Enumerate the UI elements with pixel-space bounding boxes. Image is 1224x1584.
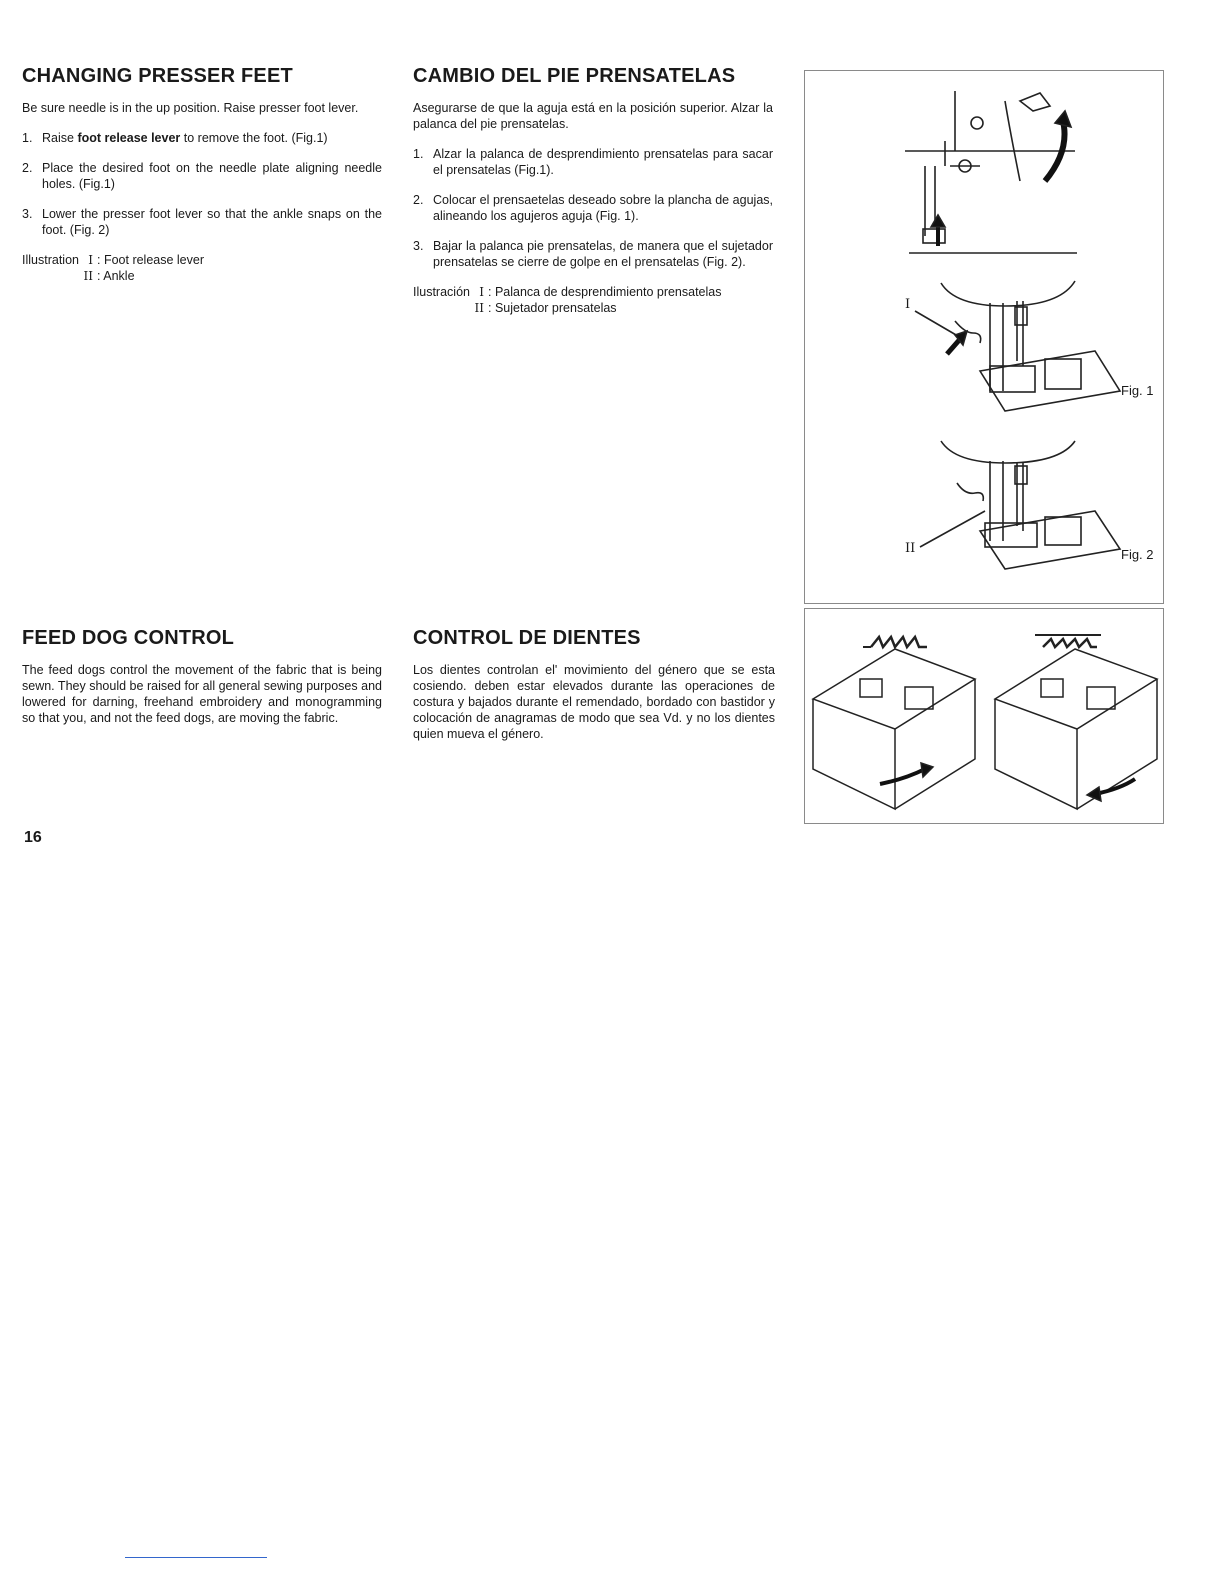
legend-item-text: Sujetador prensatelas [494, 301, 617, 315]
step-text: Raise [42, 131, 78, 145]
illustration-label: Illustration [22, 253, 79, 267]
step-text: Place the desired foot on the needle plate aligning needle holes. (Fig.1) [42, 161, 382, 191]
step-number: 1. [22, 131, 33, 145]
fig1-label: Fig. 1 [1121, 383, 1154, 398]
intro-paragraph: Be sure needle is in the up position. Raise presser foot lever. [22, 101, 359, 115]
fig2-label: Fig. 2 [1121, 547, 1154, 562]
step-number: 3. [413, 239, 424, 253]
step-text: Alzar la palanca de desprendimiento prensatelas para sacar el prensatelas (Fig.1). [433, 147, 773, 177]
right-arrow-icon [1095, 779, 1135, 794]
section-heading: CONTROL DE DIENTES [413, 627, 641, 649]
label-roman-I: I [905, 297, 911, 312]
steps-list [22, 130, 382, 238]
legend-roman: II [83, 269, 93, 283]
needle-plate-shape-2 [980, 511, 1120, 569]
presser-foot-illustration [805, 71, 1163, 603]
label-roman-II: II [905, 541, 916, 556]
page-number: 16 [24, 829, 42, 846]
left-machine-top [813, 649, 975, 729]
body-paragraph: Los dientes controlan el' movimiento del género que se esta cosiendo. deben estar elevados durante las operaciones de costura y bajados durante el remendado, bordado con bastidor y colocación de anagramas de modo que sea Vd. y no los dientes quien mueva el género. [413, 663, 775, 741]
step-number: 3. [22, 207, 33, 221]
illustration-label: Ilustración [413, 285, 470, 299]
legend-item-text: Palanca de desprendimiento prensatelas [494, 285, 722, 299]
list-item [22, 206, 382, 238]
legend-roman: II [474, 301, 484, 315]
right-machine-top [995, 649, 1157, 729]
intro-paragraph: Asegurarse de que la aguja está en la posición superior. Alzar la palanca del pie prensatelas. [413, 101, 773, 131]
spanish-changing-section [413, 65, 773, 316]
illustration-legend [413, 284, 773, 316]
legend-separator: : [487, 285, 492, 299]
spanish-feed-dog-section [413, 627, 775, 756]
bottom-divider [125, 1557, 267, 1558]
list-item [22, 130, 382, 146]
list-item [413, 146, 773, 178]
step-text: Lower the presser foot lever so that the ankle snaps on the foot. (Fig. 2) [42, 207, 382, 237]
legend-roman: I [479, 285, 484, 299]
legend-separator: : [96, 269, 101, 283]
steps-list [413, 146, 773, 270]
step-number: 2. [413, 193, 424, 207]
step-text-bold: foot release lever [77, 131, 181, 145]
legend-text [488, 284, 773, 300]
feed-dog-illustration [805, 609, 1163, 823]
section-heading: CHANGING PRESSER FEET [22, 65, 293, 87]
feed-dog-figure-panel [804, 608, 1164, 824]
step-number: 1. [413, 147, 424, 161]
list-item [413, 238, 773, 270]
legend-item-text: Ankle [103, 269, 135, 283]
teeth-raised-icon [871, 637, 927, 647]
legend-text [97, 252, 382, 268]
teeth-lowered-icon [1043, 639, 1097, 647]
list-item [413, 192, 773, 224]
legend-text [97, 268, 382, 284]
pointer-line-II [920, 511, 985, 547]
illustration-legend [22, 252, 382, 284]
legend-text [488, 300, 773, 316]
body-paragraph: The feed dogs control the movement of the fabric that is being sewn. They should be raised for all general sewing purposes and lowered for darning, freehand embroidery and monogramming so that you, and not the feed dogs, are moving the fabric. [22, 663, 382, 725]
presser-lever-shape [1020, 93, 1050, 111]
english-changing-section [22, 65, 382, 284]
left-arrow-icon [880, 769, 925, 784]
needle-plate-shape [980, 351, 1120, 411]
legend-item-text: Foot release lever [103, 253, 205, 267]
english-feed-dog-section [22, 627, 382, 740]
step-text: Bajar la palanca pie prensatelas, de manera que el sujetador prensatelas se cierre de golpe en el prensatelas (Fig. 2). [433, 239, 773, 269]
step-number: 2. [22, 161, 33, 175]
legend-separator: : [487, 301, 492, 315]
section-heading: CAMBIO DEL PIE PRENSATELAS [413, 65, 736, 87]
machine-head-outline-2 [941, 441, 1075, 463]
step-text: Colocar el prensaetelas deseado sobre la plancha de agujas, alineando los agujeros aguja (Fig. 1). [433, 193, 773, 223]
section-heading: FEED DOG CONTROL [22, 627, 235, 649]
list-item [22, 160, 382, 192]
legend-separator: : [96, 253, 101, 267]
step-text: to remove the foot. (Fig.1) [180, 131, 328, 145]
presser-foot-figure-panel [804, 70, 1164, 604]
screw-circle [971, 117, 983, 129]
presser-foot-shape [923, 229, 945, 243]
machine-head-outline [941, 281, 1075, 306]
legend-roman: I [88, 253, 93, 267]
